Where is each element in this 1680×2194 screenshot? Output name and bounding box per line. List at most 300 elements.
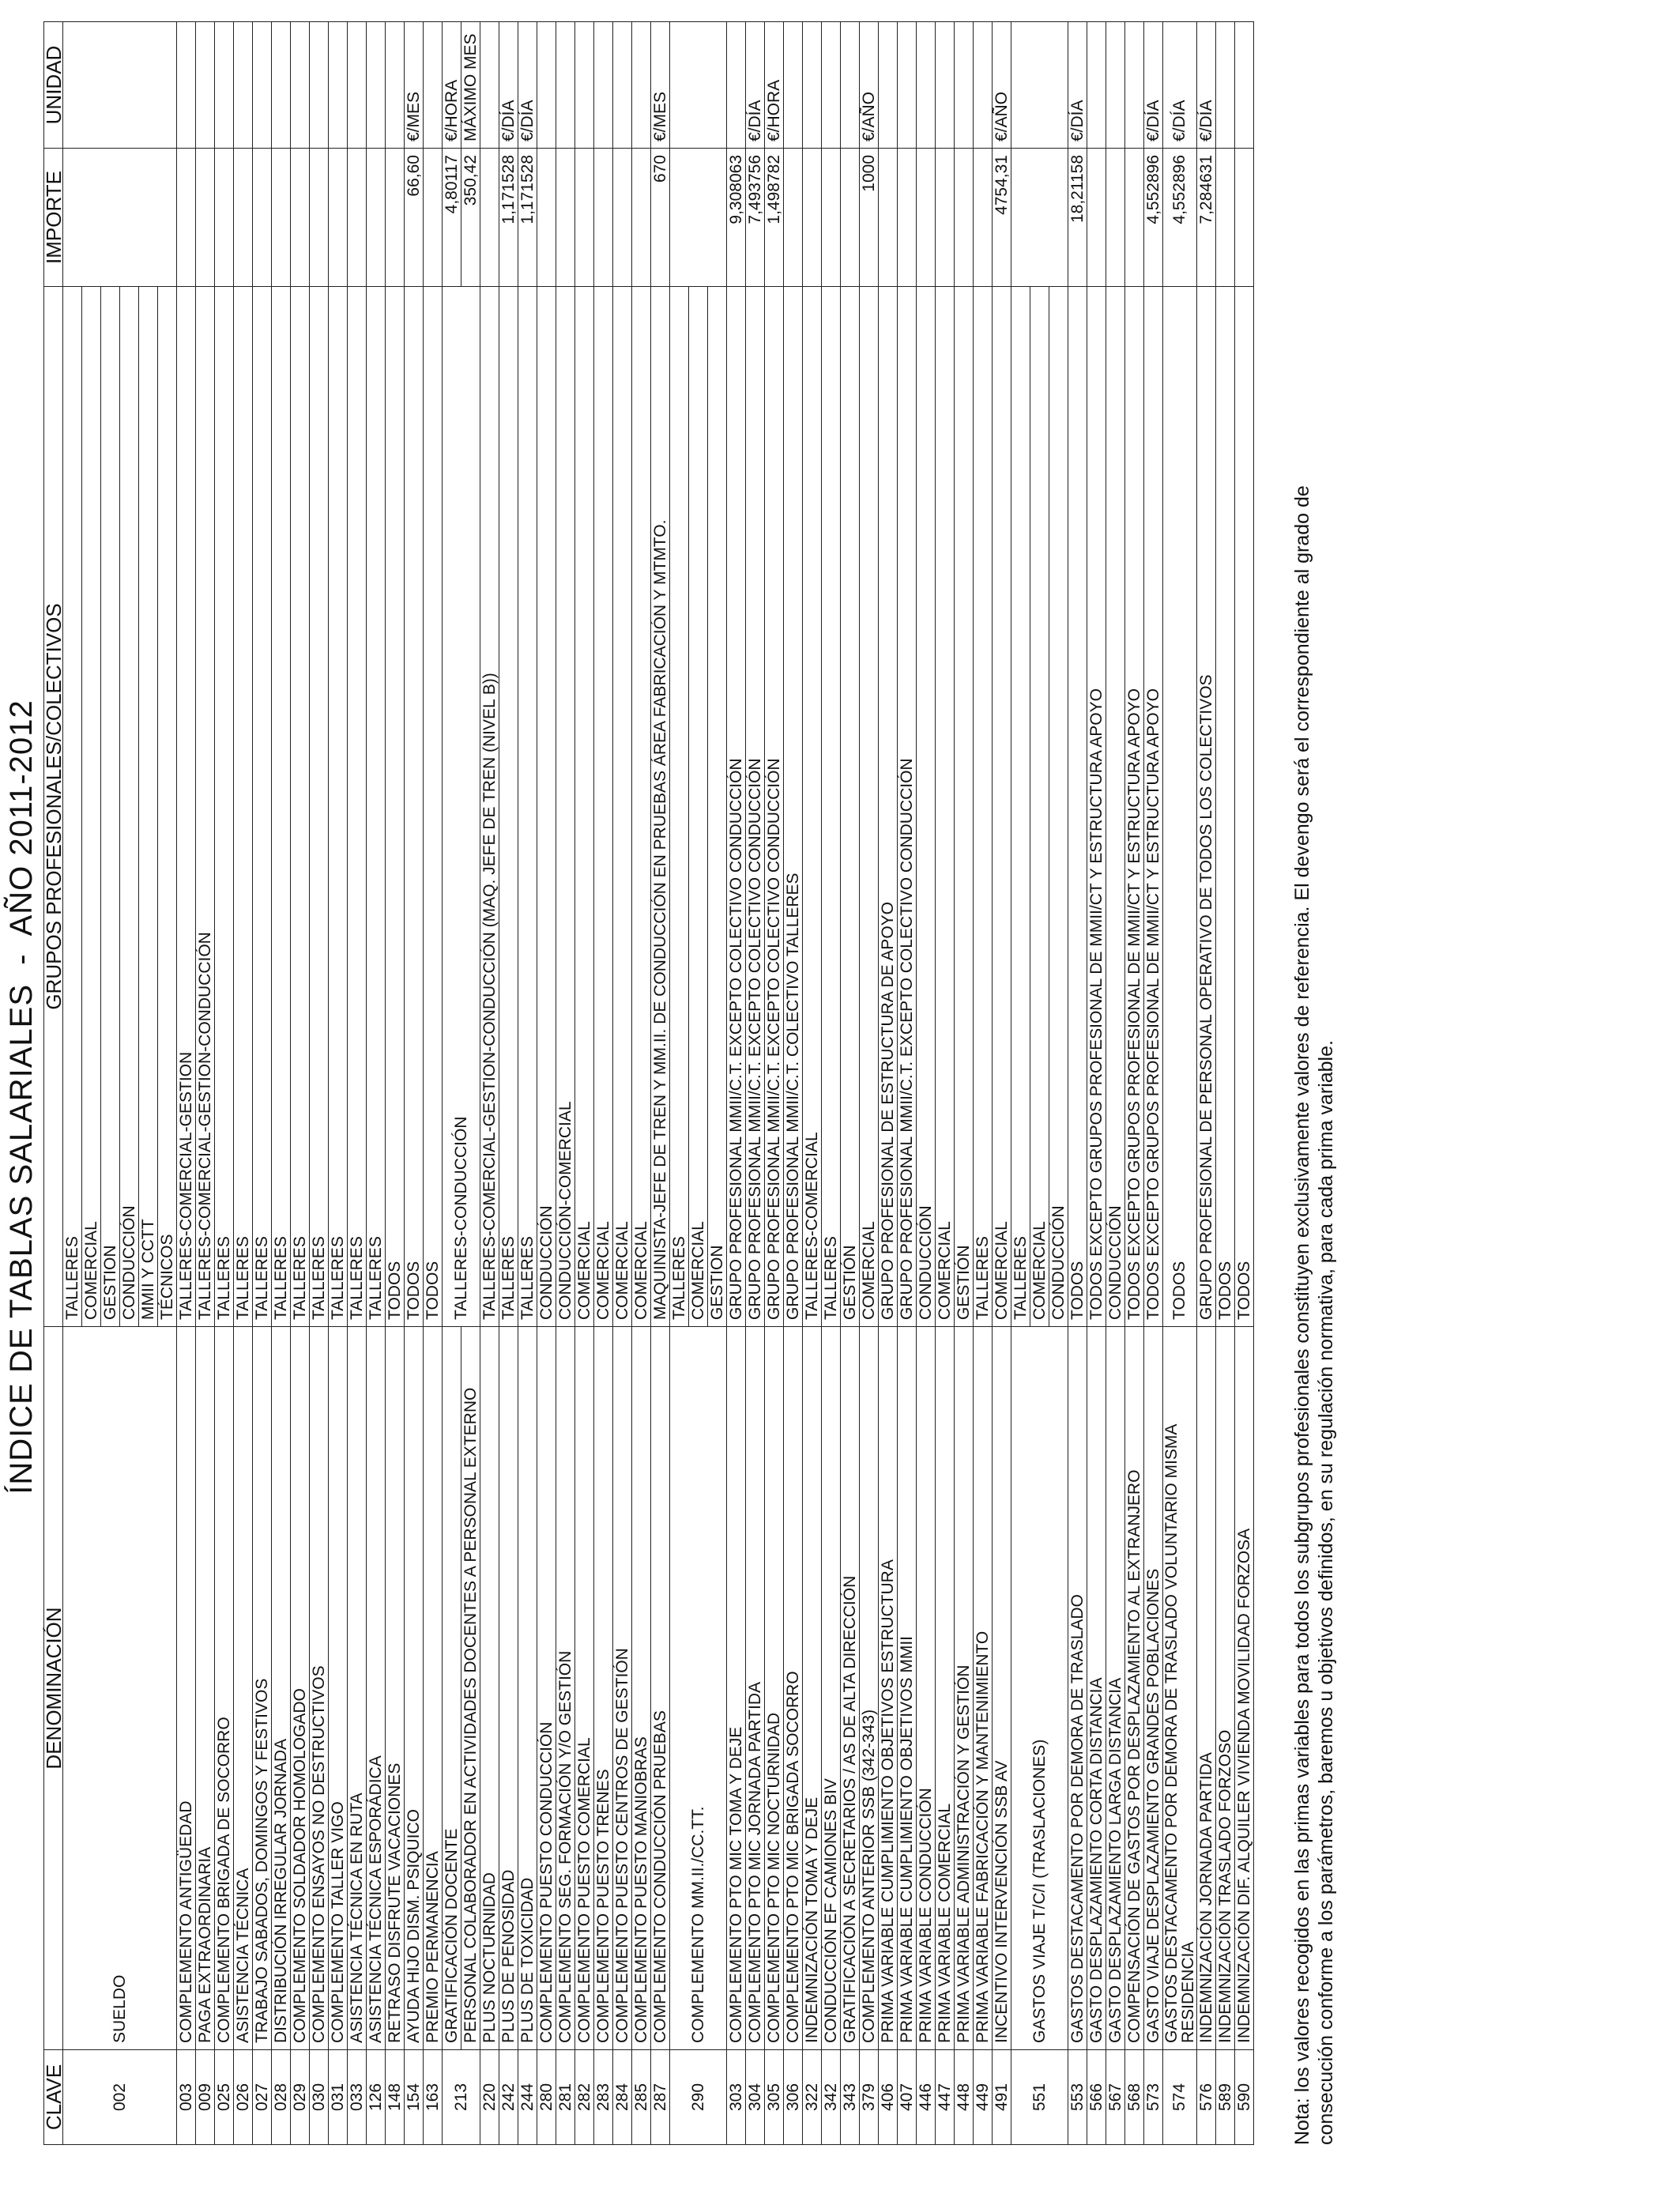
cell-importe	[480, 149, 499, 287]
cell-clave: 287	[651, 2050, 670, 2145]
cell-denominacion: COMPLEMENTO PUESTO CENTROS DE GESTIÓN	[613, 1327, 632, 2050]
cell-grupos: CONDUCCIÓN	[1106, 287, 1125, 1327]
cell-clave: 283	[594, 2050, 613, 2145]
cell-importe	[291, 149, 310, 287]
cell-denominacion: PERSONAL COLABORADOR EN ACTIVIDADES DOCENTES A PERSONAL EXTERNO	[461, 1327, 480, 2050]
table-row	[727, 22, 746, 2145]
cell-importe: 4,552896	[1163, 149, 1197, 287]
cell-unidad	[594, 22, 613, 149]
cell-importe	[1216, 149, 1235, 287]
cell-unidad	[670, 22, 727, 149]
cell-importe: 670	[651, 149, 670, 287]
cell-denominacion: COMPLEMENTO SOLDADOR HOMOLOGADO	[291, 1327, 310, 2050]
cell-grupos: TALLERES-COMERCIAL-GESTION-CONDUCCIÓN (MAQ. JEFE DE TREN (NIVEL B))	[480, 287, 499, 1327]
cell-grupos: TODOS EXCEPTO GRUPOS PROFESIONAL DE MMII/CT Y ESTRUCTURA APOYO	[1125, 287, 1144, 1327]
cell-unidad	[480, 22, 499, 149]
cell-importe: 18,21158	[1068, 149, 1087, 287]
table-row	[1216, 22, 1235, 2145]
cell-denominacion: COMPLEMENTO PTO MIC JORNADA PARTIDA	[746, 1327, 765, 2050]
cell-importe	[386, 149, 405, 287]
cell-grupos: TODOS	[1235, 287, 1254, 1327]
table-row	[632, 22, 651, 2145]
cell-importe	[272, 149, 291, 287]
cell-clave: 126	[367, 2050, 386, 2145]
cell-denominacion: ASISTENCIA TÉCNICA ESPORÁDICA	[367, 1327, 386, 2050]
cell-grupos: COMERCIAL	[936, 287, 955, 1327]
cell-grupos: TALLERES	[291, 287, 310, 1327]
cell-unidad	[784, 22, 803, 149]
cell-denominacion: PRIMA VARIABLE ADMINISTRACIÓN Y GESTIÓN	[955, 1327, 974, 2050]
cell-denominacion: PREMIO PERMANENCIA	[424, 1327, 443, 2050]
cell-denominacion: GASTO DESPLAZAMIENTO CORTA DISTANCIA	[1087, 1327, 1106, 2050]
salary-table	[43, 21, 1254, 2145]
cell-grupos: TALLERES	[974, 287, 993, 1327]
table-row	[480, 22, 499, 2145]
table-row	[499, 22, 518, 2145]
table-row	[405, 22, 424, 2145]
cell-grupos: TALLERES	[253, 287, 272, 1327]
cell-grupos: GRUPO PROFESIONAL MMII/C.T. EXCEPTO COLECTIVO CONDUCCIÓN	[898, 287, 917, 1327]
cell-denominacion: COMPLEMENTO PUESTO COMERCIAL	[575, 1327, 594, 2050]
cell-denominacion: TRABAJO SABADOS, DOMINGOS Y FESTIVOS	[253, 1327, 272, 2050]
cell-grupos: TODOS	[1216, 287, 1235, 1327]
cell-importe	[936, 149, 955, 287]
cell-grupos: TALLERES	[63, 287, 82, 1327]
cell-unidad	[1106, 22, 1125, 149]
cell-denominacion: CONDUCCIÓN EF CAMIONES BIV	[822, 1327, 841, 2050]
cell-clave: 282	[575, 2050, 594, 2145]
cell-clave: 002	[63, 2050, 177, 2145]
cell-unidad: €/AÑO	[993, 22, 1011, 149]
table-row	[63, 22, 82, 2145]
cell-importe	[234, 149, 253, 287]
cell-importe	[424, 149, 443, 287]
table-row	[1235, 22, 1254, 2145]
cell-importe: 4,552896	[1144, 149, 1163, 287]
cell-unidad	[1011, 22, 1068, 149]
table-row	[291, 22, 310, 2145]
cell-clave: 220	[480, 2050, 499, 2145]
cell-unidad	[936, 22, 955, 149]
cell-grupos: COMERCIAL	[1030, 287, 1049, 1327]
cell-grupos: TALLERES	[234, 287, 253, 1327]
cell-grupos: COMERCIAL	[82, 287, 101, 1327]
cell-grupos: TODOS	[1163, 287, 1197, 1327]
cell-unidad	[234, 22, 253, 149]
cell-grupos: GRUPO PROFESIONAL DE PERSONAL OPERATIVO DE TODOS LOS COLECTIVOS	[1197, 287, 1216, 1327]
cell-unidad: €/DÍA	[518, 22, 537, 149]
cell-importe	[310, 149, 329, 287]
cell-clave: 213	[443, 2050, 480, 2145]
cell-unidad	[348, 22, 367, 149]
cell-clave: 446	[917, 2050, 936, 2145]
cell-clave: 379	[860, 2050, 879, 2145]
cell-denominacion: GASTOS DESTACAMENTO POR DEMORA DE TRASLADO	[1068, 1327, 1087, 2050]
cell-importe	[974, 149, 993, 287]
cell-importe: 350,42	[461, 149, 480, 287]
cell-unidad: €/AÑO	[860, 22, 879, 149]
cell-grupos: COMERCIAL	[993, 287, 1011, 1327]
table-row	[1197, 22, 1216, 2145]
cell-denominacion: INDEMNIZACIÓN DIF. ALQUILER VIVIENDA MOVILIDAD FORZOSA	[1235, 1327, 1254, 2050]
cell-importe: 1,171528	[499, 149, 518, 287]
cell-grupos: GRUPO PROFESIONAL MMII/C.T. COLECTIVO TALLERES	[784, 287, 803, 1327]
cell-grupos: GESTION	[708, 287, 727, 1327]
cell-unidad	[424, 22, 443, 149]
footnote-line-2: consecución conforme a los parámetros, baremos u objetivos definidos, en su regulación normativa, para cada prima variable.	[1315, 1040, 1337, 2145]
cell-unidad: €/MES	[651, 22, 670, 149]
cell-grupos: TODOS	[386, 287, 405, 1327]
cell-grupos: TODOS	[405, 287, 424, 1327]
cell-clave: 322	[803, 2050, 822, 2145]
cell-unidad	[1087, 22, 1106, 149]
cell-denominacion: PRIMA VARIABLE CUMPLIMIENTO OBJETIVOS MMII	[898, 1327, 917, 2050]
cell-clave: 033	[348, 2050, 367, 2145]
cell-grupos: COMERCIAL	[575, 287, 594, 1327]
cell-grupos: CONDUCCIÓN	[1049, 287, 1068, 1327]
cell-denominacion: GASTOS DESTACAMENTO POR DEMORA DE TRASLADO VOLUNTARIO MISMA RESIDENCIA	[1163, 1327, 1197, 2050]
cell-importe: 7,284631	[1197, 149, 1216, 287]
cell-grupos: TODOS EXCEPTO GRUPOS PROFESIONAL DE MMII/CT Y ESTRUCTURA APOYO	[1144, 287, 1163, 1327]
cell-importe	[955, 149, 974, 287]
header-clave: CLAVE	[44, 2050, 63, 2145]
cell-grupos: TALLERES	[348, 287, 367, 1327]
table-row	[1087, 22, 1106, 2145]
cell-grupos: TALLERES	[310, 287, 329, 1327]
table-row	[651, 22, 670, 2145]
table-row	[1068, 22, 1087, 2145]
table-row	[765, 22, 784, 2145]
cell-clave: 566	[1087, 2050, 1106, 2145]
table-row	[518, 22, 537, 2145]
cell-importe	[575, 149, 594, 287]
cell-denominacion: COMPLEMENTO PTO MIC NOCTURNIDAD	[765, 1327, 784, 2050]
cell-grupos: COMERCIAL	[689, 287, 708, 1327]
cell-importe	[537, 149, 556, 287]
cell-unidad: €/DÍA	[1144, 22, 1163, 149]
cell-clave: 407	[898, 2050, 917, 2145]
cell-grupos: TALLERES-COMERCIAL-GESTION-CONDUCCIÓN	[196, 287, 215, 1327]
table-row	[803, 22, 822, 2145]
cell-clave: 551	[1011, 2050, 1068, 2145]
table-row	[841, 22, 860, 2145]
cell-importe	[215, 149, 234, 287]
cell-importe	[367, 149, 386, 287]
cell-importe	[917, 149, 936, 287]
cell-unidad	[1216, 22, 1235, 149]
cell-clave: 009	[196, 2050, 215, 2145]
cell-clave: 447	[936, 2050, 955, 2145]
table-row	[955, 22, 974, 2145]
cell-grupos: TODOS EXCEPTO GRUPOS PROFESIONAL DE MMII/CT Y ESTRUCTURA APOYO	[1087, 287, 1106, 1327]
table-row	[917, 22, 936, 2145]
table-row	[936, 22, 955, 2145]
cell-importe: 4754,31	[993, 149, 1011, 287]
cell-unidad	[272, 22, 291, 149]
cell-clave: 306	[784, 2050, 803, 2145]
header-importe: IMPORTE	[44, 149, 63, 287]
cell-importe	[841, 149, 860, 287]
cell-grupos: COMERCIAL	[860, 287, 879, 1327]
table-row	[879, 22, 898, 2145]
cell-denominacion: COMPLEMENTO SEG. FORMACIÓN Y/O GESTIÓN	[556, 1327, 575, 2050]
cell-clave: 304	[746, 2050, 765, 2145]
cell-grupos: TALLERES-COMERCIAL-GESTION	[177, 287, 196, 1327]
cell-grupos: GESTION	[101, 287, 120, 1327]
cell-denominacion: PRIMA VARIABLE COMERCIAL	[936, 1327, 955, 2050]
cell-grupos: MAQUINISTA-JEFE DE TREN Y MM.II. DE CONDUCCIÓN EN PRUEBAS ÁREA FABRICACIÓN Y MTMTO.	[651, 287, 670, 1327]
cell-denominacion: PRIMA VARIABLE CUMPLIMIENTO OBJETIVOS ESTRUCTURA	[879, 1327, 898, 2050]
cell-importe	[1106, 149, 1125, 287]
cell-clave: 343	[841, 2050, 860, 2145]
page-title: ÍNDICE DE TABLAS SALARIALES - AÑO 2011-2012	[4, 699, 39, 1495]
cell-importe	[898, 149, 917, 287]
header-unidad: UNIDAD	[44, 22, 63, 149]
table-row	[746, 22, 765, 2145]
cell-denominacion: COMPENSACIÓN DE GASTOS POR DESPLAZAMIENTO AL EXTRANJERO	[1125, 1327, 1144, 2050]
cell-grupos: COMERCIAL	[632, 287, 651, 1327]
cell-importe	[594, 149, 613, 287]
cell-unidad	[727, 22, 746, 149]
cell-grupos: TALLERES	[367, 287, 386, 1327]
cell-unidad: €/DÍA	[1068, 22, 1087, 149]
table-header-row	[44, 22, 63, 2145]
cell-unidad: €/HORA	[765, 22, 784, 149]
table-row	[974, 22, 993, 2145]
cell-unidad	[253, 22, 272, 149]
table-row	[367, 22, 386, 2145]
cell-unidad	[898, 22, 917, 149]
table-row	[386, 22, 405, 2145]
cell-unidad	[632, 22, 651, 149]
cell-importe	[632, 149, 651, 287]
cell-clave: 449	[974, 2050, 993, 2145]
cell-unidad	[575, 22, 594, 149]
cell-grupos: TALLERES-COMERCIAL	[803, 287, 822, 1327]
table-row	[443, 22, 461, 2145]
cell-importe	[784, 149, 803, 287]
cell-importe	[177, 149, 196, 287]
cell-denominacion: ASISTENCIA TÉCNICA EN RUTA	[348, 1327, 367, 2050]
cell-denominacion: PLUS DE TOXICIDAD	[518, 1327, 537, 2050]
table-row	[822, 22, 841, 2145]
cell-unidad	[196, 22, 215, 149]
cell-clave: 305	[765, 2050, 784, 2145]
cell-clave: 242	[499, 2050, 518, 2145]
cell-grupos: CONDUCCIÓN	[537, 287, 556, 1327]
cell-clave: 567	[1106, 2050, 1125, 2145]
cell-grupos: COMERCIAL	[594, 287, 613, 1327]
cell-denominacion: PRIMA VARIABLE CONDUCCIÓN	[917, 1327, 936, 2050]
cell-unidad	[803, 22, 822, 149]
cell-grupos: TALLERES	[499, 287, 518, 1327]
table-row	[310, 22, 329, 2145]
cell-clave: 029	[291, 2050, 310, 2145]
table-row	[670, 22, 689, 2145]
cell-unidad	[215, 22, 234, 149]
cell-grupos: TALLERES	[822, 287, 841, 1327]
cell-importe: 1,498782	[765, 149, 784, 287]
cell-unidad	[329, 22, 348, 149]
cell-importe	[63, 149, 177, 287]
cell-clave: 163	[424, 2050, 443, 2145]
cell-grupos: TALLERES-CONDUCCIÓN	[443, 287, 480, 1327]
cell-denominacion: COMPLEMENTO PUESTO TRENES	[594, 1327, 613, 2050]
cell-clave: 448	[955, 2050, 974, 2145]
cell-importe: 9,308063	[727, 149, 746, 287]
cell-clave: 003	[177, 2050, 196, 2145]
cell-unidad: MÁXIMO MES	[461, 22, 480, 149]
cell-importe	[329, 149, 348, 287]
cell-unidad: €/DÍA	[746, 22, 765, 149]
cell-denominacion: COMPLEMENTO PTO MIC BRIGADA SOCORRO	[784, 1327, 803, 2050]
cell-importe	[1011, 149, 1068, 287]
cell-importe: 7,493756	[746, 149, 765, 287]
cell-grupos: COMERCIAL	[613, 287, 632, 1327]
cell-unidad	[1125, 22, 1144, 149]
cell-clave: 281	[556, 2050, 575, 2145]
cell-clave: 244	[518, 2050, 537, 2145]
cell-grupos: CONDUCCIÓN	[917, 287, 936, 1327]
cell-clave: 154	[405, 2050, 424, 2145]
cell-importe	[1087, 149, 1106, 287]
cell-clave: 342	[822, 2050, 841, 2145]
cell-grupos: GRUPO PROFESIONAL MMII/C.T. EXCEPTO COLECTIVO CONDUCCIÓN	[746, 287, 765, 1327]
cell-grupos: GESTIÓN	[955, 287, 974, 1327]
cell-clave: 290	[670, 2050, 727, 2145]
footnote-line-1: Nota: los valores recogidos en las primas variables para todos los subgrupos profesionales constituyen exclusivamente valores de referencia. El devengo será el correspondiente al grado de	[1291, 485, 1313, 2145]
cell-grupos: TALLERES	[518, 287, 537, 1327]
table-row	[272, 22, 291, 2145]
table-row	[613, 22, 632, 2145]
cell-grupos: TALLERES	[329, 287, 348, 1327]
cell-grupos: TÉCNICOS	[158, 287, 177, 1327]
table-row	[1144, 22, 1163, 2145]
cell-denominacion: COMPLEMENTO TALLER VIGO	[329, 1327, 348, 2050]
cell-importe	[879, 149, 898, 287]
cell-denominacion: COMPLEMENTO ENSAYOS NO DESTRUCTIVOS	[310, 1327, 329, 2050]
table-row	[1011, 22, 1030, 2145]
table-row	[348, 22, 367, 2145]
cell-denominacion: INDEMNIZACIÓN JORNADA PARTIDA	[1197, 1327, 1216, 2050]
cell-denominacion: COMPLEMENTO PUESTO MANIOBRAS	[632, 1327, 651, 2050]
cell-clave: 590	[1235, 2050, 1254, 2145]
cell-denominacion: COMPLEMENTO ANTERIOR SSB (342-343)	[860, 1327, 879, 2050]
cell-unidad: €/DÍA	[1163, 22, 1197, 149]
cell-unidad	[917, 22, 936, 149]
cell-importe	[556, 149, 575, 287]
cell-grupos: TALLERES	[1011, 287, 1030, 1327]
cell-clave: 284	[613, 2050, 632, 2145]
cell-clave: 030	[310, 2050, 329, 2145]
table-row	[537, 22, 556, 2145]
cell-clave: 026	[234, 2050, 253, 2145]
cell-importe	[613, 149, 632, 287]
table-row	[1106, 22, 1125, 2145]
table-row	[424, 22, 443, 2145]
cell-denominacion: PRIMA VARIABLE FABRICACIÓN Y MANTENIMIENTO	[974, 1327, 993, 2050]
table-row	[594, 22, 613, 2145]
cell-unidad	[841, 22, 860, 149]
table-row	[329, 22, 348, 2145]
cell-denominacion: INDEMNIZACIÓN TOMA Y DEJE	[803, 1327, 822, 2050]
cell-clave: 553	[1068, 2050, 1087, 2145]
cell-denominacion: COMPLEMENTO BRIGADA DE SOCORRO	[215, 1327, 234, 2050]
cell-clave: 285	[632, 2050, 651, 2145]
cell-importe: 66,60	[405, 149, 424, 287]
table-row	[177, 22, 196, 2145]
cell-clave: 574	[1163, 2050, 1197, 2145]
cell-importe	[348, 149, 367, 287]
cell-clave: 568	[1125, 2050, 1144, 2145]
cell-grupos: CONDUCCIÓN-COMERCIAL	[556, 287, 575, 1327]
cell-clave: 025	[215, 2050, 234, 2145]
cell-denominacion: GASTO DESPLAZAMIENTO LARGA DISTANCIA	[1106, 1327, 1125, 2050]
table-row	[196, 22, 215, 2145]
cell-grupos: TALLERES	[215, 287, 234, 1327]
cell-importe: 1000	[860, 149, 879, 287]
cell-clave: 491	[993, 2050, 1011, 2145]
cell-unidad	[291, 22, 310, 149]
cell-grupos: TODOS	[424, 287, 443, 1327]
table-row	[860, 22, 879, 2145]
cell-denominacion: INCENTIVO INTERVENCIÓN SSB AV	[993, 1327, 1011, 2050]
cell-denominacion: RETRASO DISFRUTE VACACIONES	[386, 1327, 405, 2050]
cell-denominacion: PLUS DE PENOSIDAD	[499, 1327, 518, 2050]
cell-grupos: GRUPO PROFESIONAL DE ESTRUCTURA DE APOYO	[879, 287, 898, 1327]
cell-unidad	[822, 22, 841, 149]
cell-unidad: €/DÍA	[499, 22, 518, 149]
cell-denominacion: COMPLEMENTO ANTIGÜEDAD	[177, 1327, 196, 2050]
cell-unidad	[63, 22, 177, 149]
cell-clave: 406	[879, 2050, 898, 2145]
cell-grupos: MMII Y CCTT	[139, 287, 158, 1327]
cell-importe	[253, 149, 272, 287]
table-row	[253, 22, 272, 2145]
cell-denominacion: GRATIFICACIÓN DOCENTE	[443, 1327, 461, 2050]
cell-importe	[803, 149, 822, 287]
cell-unidad: €/MES	[405, 22, 424, 149]
cell-unidad	[367, 22, 386, 149]
cell-unidad	[537, 22, 556, 149]
table-row	[898, 22, 917, 2145]
cell-unidad	[556, 22, 575, 149]
cell-denominacion: PAGA EXTRAORDINARIA	[196, 1327, 215, 2050]
table-row	[1163, 22, 1197, 2145]
cell-clave: 280	[537, 2050, 556, 2145]
cell-denominacion: AYUDA HIJO DISM. PSIQUICO	[405, 1327, 424, 2050]
cell-importe	[670, 149, 727, 287]
cell-importe	[1235, 149, 1254, 287]
cell-denominacion: ASISTENCIA TÉCNICA	[234, 1327, 253, 2050]
cell-clave: 303	[727, 2050, 746, 2145]
cell-clave: 576	[1197, 2050, 1216, 2145]
cell-clave: 573	[1144, 2050, 1163, 2145]
cell-unidad	[177, 22, 196, 149]
table-row	[575, 22, 594, 2145]
cell-denominacion: COMPLEMENTO MM.II./CC.TT.	[670, 1327, 727, 2050]
cell-denominacion: INDEMNIZACIÓN TRASLADO FORZOSO	[1216, 1327, 1235, 2050]
cell-denominacion: PLUS NOCTURNIDAD	[480, 1327, 499, 2050]
cell-denominacion: COMPLEMENTO PTO MIC TOMA Y DEJE	[727, 1327, 746, 2050]
cell-importe	[1125, 149, 1144, 287]
cell-unidad	[1235, 22, 1254, 149]
cell-importe: 1,171528	[518, 149, 537, 287]
cell-unidad	[879, 22, 898, 149]
cell-importe: 4,80117	[443, 149, 461, 287]
cell-denominacion: COMPLEMENTO CONDUCCIÓN PRUEBAS	[651, 1327, 670, 2050]
table-body	[63, 22, 1254, 2145]
